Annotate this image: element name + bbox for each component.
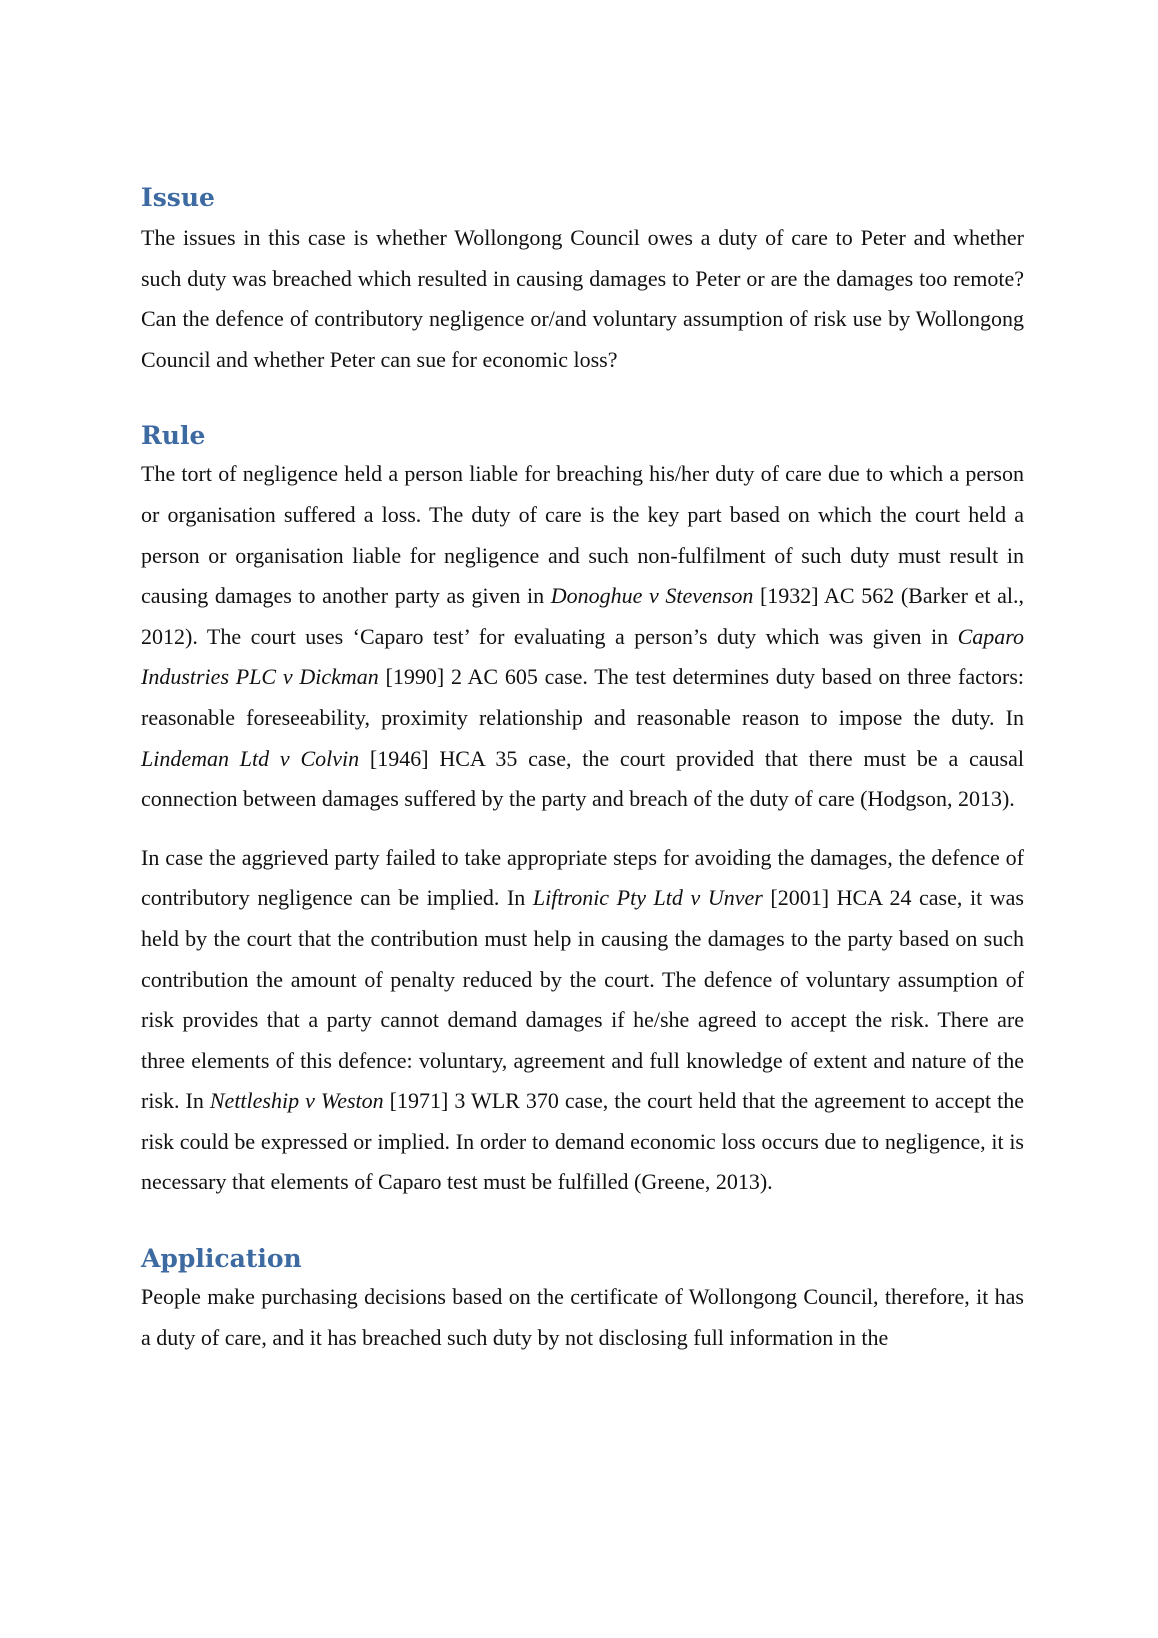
rule-paragraph-1	[141, 454, 1024, 819]
application-heading: Application	[141, 1244, 302, 1274]
application-paragraph: People make purchasing decisions based on the certificate of Wollongong Council, therefore, it has a duty of care, and it has breached such duty by not disclosing full information in the	[141, 1284, 1024, 1350]
rule-paragraph-2	[141, 838, 1024, 1203]
case-citation-lindeman: Lindeman Ltd v Colvin	[141, 745, 360, 771]
rule-p1-text-2: [1932] AC 562 (Barker et al., 2012). The court uses ‘Caparo test’ for evaluating a person’s duty which was given in	[141, 583, 1024, 649]
case-citation-donoghue: Donoghue v Stevenson	[550, 583, 754, 609]
rule-p1-text-1: The tort of negligence held a person liable for breaching his/her duty of care due to which a person or organisation suffered a loss. The duty of care is the key part based on which the court held a person or organisation liable for negligence and such non-fulfilment of such duty must result in causing damages to another party as given in	[141, 461, 1024, 609]
case-citation-caparo: Caparo Industries PLC v Dickman	[141, 623, 1024, 690]
rule-p2-text-3: [1971] 3 WLR 370 case, the court held that the agreement to accept the risk could be expressed or implied. In order to demand economic loss occurs due to negligence, it is necessary that elements of Caparo test must be fulfilled (Greene, 2013).	[141, 1088, 1024, 1195]
case-citation-liftronic: Liftronic Pty Ltd v Unver	[532, 885, 763, 911]
rule-heading: Rule	[141, 421, 206, 451]
issue-paragraph: The issues in this case is whether Wollongong Council owes a duty of care to Peter and whether such duty was breached which resulted in causing damages to Peter or are the damages too remote? Can the defence of contributory negligence or/and voluntary assumption of risk use by Wollongong Council and whether Peter can sue for economic loss?	[141, 225, 1024, 372]
document-page	[141, 180, 1024, 1358]
rule-p2-text-2: [2001] HCA 24 case, it was held by the court that the contribution must help in causing the damages to the party based on such contribution the amount of penalty reduced by the court. The defence of voluntary assumption of risk provides that a party cannot demand damages if he/she agreed to accept the risk. There are three elements of this defence: voluntary, agreement and full knowledge of extent and nature of the risk. In	[141, 885, 1024, 1114]
rule-p2-text-1: In case the aggrieved party failed to take appropriate steps for avoiding the damages, the defence of contributory negligence can be implied. In	[141, 844, 1024, 911]
rule-p1-text-4: [1946] HCA 35 case, the court provided that there must be a causal connection between damages suffered by the party and breach of the duty of care (Hodgson, 2013).	[141, 745, 1024, 812]
case-citation-nettleship: Nettleship v Weston	[209, 1088, 384, 1114]
issue-heading: Issue	[141, 183, 215, 212]
rule-p1-text-3: [1990] 2 AC 605 case. The test determines duty based on three factors: reasonable foreseeability, proximity relationship and reasonable reason to impose the duty. In	[141, 664, 1024, 730]
